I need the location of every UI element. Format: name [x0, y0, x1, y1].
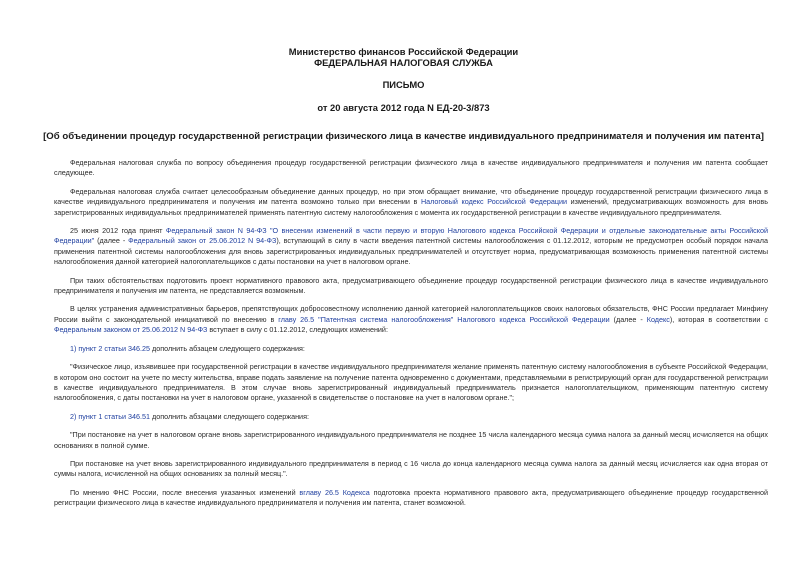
- link-federal-law-94[interactable]: Федеральный закон N 94-ФЗ "О внесении изменений в части первую и вторую Налогового кодекса Российской Федерации и отдельные законодательные акты Российской Федерации": [54, 226, 768, 246]
- item-1-text: дополнить абзацем следующего содержания:: [150, 343, 305, 353]
- paragraph-1: Федеральная налоговая служба по вопросу объединения процедур государственной регистрации физического лица в качестве индивидуального предпринимателя и получения им патента сообщает следующее.: [54, 158, 768, 178]
- paragraph-6: [54, 488, 768, 509]
- link-article-346-25[interactable]: 1) пункт 2 статьи 346.25: [70, 343, 151, 353]
- item-1: [54, 344, 768, 354]
- p5-text-3: ), которая в соответствии с: [669, 314, 768, 324]
- p3-text-1: 25 июня 2012 года принят: [70, 226, 166, 236]
- quote-1: "Физическое лицо, изъявившее при государственной регистрации в качестве индивидуального предпринимателя желание применять патентную систему налогообложения в субъекте Российской Федерации, в котором оно состоит на учете по месту жительства, вправе подать заявление на получение патента одновременно с документами, представляемыми в регистрирующий орган для государственной регистрации в качестве индивидуального предпринимателя. В этом случае вновь зарегистрированный индивидуальный предприниматель признается налогоплательщиком, применяющим патентную систему налогообложения, с даты постановки на учет в налоговом органе, указанной в свидетельстве о постановке на учет в налоговом органе.";: [54, 362, 768, 403]
- paragraph-5: [54, 304, 768, 335]
- item-2: [54, 412, 768, 422]
- quote-3: При постановке на учет вновь зарегистрированного индивидуального предпринимателя в период с 16 числа до конца календарного месяца сумма налога за данный месяц исчисляется как одна вторая от суммы налога, исчисленной на общих основаниях за полный месяц.".: [54, 458, 768, 479]
- p5-text-2: (далее -: [609, 314, 647, 324]
- link-code[interactable]: Кодекс: [646, 314, 670, 324]
- paragraph-3: [54, 226, 768, 268]
- document-title: [Об объединении процедур государственной регистрации физического лица в качестве индивидуального предпринимателя и получения им патента]: [43, 131, 764, 142]
- p5-text-1: В целях устранения административных барьеров, препятствующих добросовестному исполнению данной категорией налогоплательщиков своих налоговых обязательств, ФНС России предлагает Минфину России выйти с законодательной инициативой по внесению в: [54, 304, 768, 324]
- link-tax-code[interactable]: Налоговый кодекс Российской Федерации: [420, 197, 568, 207]
- link-chapter-26-5[interactable]: главу 26.5 "Патентная система налогообложения" Налогового кодекса Российской Федерации: [278, 314, 610, 324]
- link-federal-law-94-short[interactable]: Федеральный закон от 25.06.2012 N 94-ФЗ: [128, 236, 277, 246]
- p6-text-1: По мнению ФНС России, после внесения указанных изменений: [70, 487, 300, 497]
- p2-text-2: изменений, предусматривающих возможность для вновь зарегистрированных индивидуальных предпринимателей применять патентную систему налогообложения с момента их государственной регистрации в качестве индивидуального предпринимателя.: [54, 197, 768, 217]
- paragraph-4: При таких обстоятельствах подготовить проект нормативного правового акта, предусматривающего объединение процедур государственной регистрации физического лица в качестве индивидуального предпринимателя и получения им патента, не представляется возможным.: [54, 275, 768, 296]
- date-number-heading: от 20 августа 2012 года N ЕД-20-3/873: [317, 102, 490, 113]
- link-federal-law-94-p5[interactable]: Федеральным законом от 25.06.2012 N 94-ФЗ: [54, 325, 208, 335]
- p3-text-3: ), вступающий в силу в части введения патентной системы налогообложения с 01.12.2012, которым не предусмотрен особый порядок начала применения патентной системы налогообложения для вновь зарегистрированных индивидуальных предпринимателей и отсутствует норма, предусматривающая возможность применения патентной системы налогообложения данной категорией налогоплательщиков с даты постановки на учет в налоговом органе.: [54, 236, 768, 267]
- p3-text-2: (далее -: [94, 236, 129, 246]
- paragraph-2: [54, 187, 768, 218]
- item-2-text: дополнить абзацами следующего содержания:: [150, 411, 309, 421]
- ministry-heading: Министерство финансов Российской Федерации: [288, 46, 519, 57]
- quote-2: "При постановке на учет в налоговом органе вновь зарегистрированного индивидуального предпринимателя не позднее 15 числа календарного месяца сумма налога за данный месяц исчисляется на общих основаниях в полной сумме.: [54, 430, 768, 450]
- p6-text-2: подготовка проекта нормативного правового акта, предусматривающего объединение процедур государственной регистрации физического лица в качестве индивидуального предпринимателя и получения им патента, станет возможной.: [54, 487, 769, 508]
- p5-text-4: вступает в силу с 01.12.2012, следующих изменений:: [207, 325, 388, 335]
- p2-text-1: Федеральная налоговая служба считает целесообразным объединение данных процедур, но при этом обращает внимание, что объединение процедур государственной регистрации физического лица в качестве индивидуального предпринимателя и получения им патента возможно только при внесении в: [54, 186, 768, 207]
- doc-type-heading: ПИСЬМО: [382, 79, 425, 90]
- document-body: [54, 158, 768, 517]
- link-article-346-51[interactable]: 2) пункт 1 статьи 346.51: [70, 411, 151, 421]
- service-heading: ФЕДЕРАЛЬНАЯ НАЛОГОВАЯ СЛУЖБА: [314, 57, 493, 68]
- link-chapter-26-5-code[interactable]: вглаву 26.5 Кодекса: [299, 487, 370, 497]
